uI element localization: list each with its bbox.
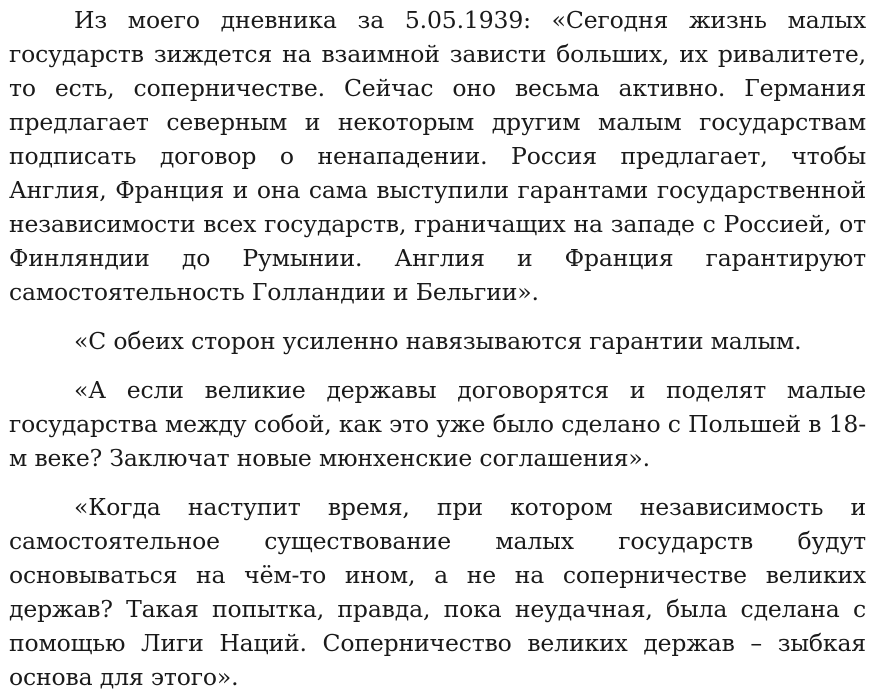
paragraph-gap [9,309,866,324]
document-page [9,3,866,694]
paragraph-guarantees: «С обеих сторон усиленно навязываются гарантии малым. [74,327,802,355]
paragraph-gap [9,475,866,490]
paragraph-great-powers: «А если великие державы договорятся и поделят малые государства между собой, как это уже было сделано с Польшей в 18-м веке? Заключат новые мюнхенские соглашения». [9,376,866,472]
paragraph-league-of-nations: «Когда наступит время, при котором независимость и самостоятельное существование малых государств будут основываться на чём-то ином, а не на соперничестве великих держав? Такая попытка, правда, пока неудачная, была сделана с помощью Лиги Наций. Соперничество великих держав – зыбкая основа для этого». [9,493,866,691]
paragraph-diary-entry: Из моего дневника за 5.05.1939: «Сегодня жизнь малых государств зиждется на взаимной зависти больших, их ривалитете, то есть, соперничестве. Сейчас оно весьма активно. Германия предлагает северным и некоторым другим малым государствам подписать договор о ненападении. Россия предлагает, чтобы Англия, Франция и она сама выступили гарантами государственной независимости всех государств, граничащих на западе с Россией, от Финляндии до Румынии. Англия и Франция гарантируют самостоятельность Голландии и Бельгии». [9,6,866,306]
paragraph-gap [9,358,866,373]
